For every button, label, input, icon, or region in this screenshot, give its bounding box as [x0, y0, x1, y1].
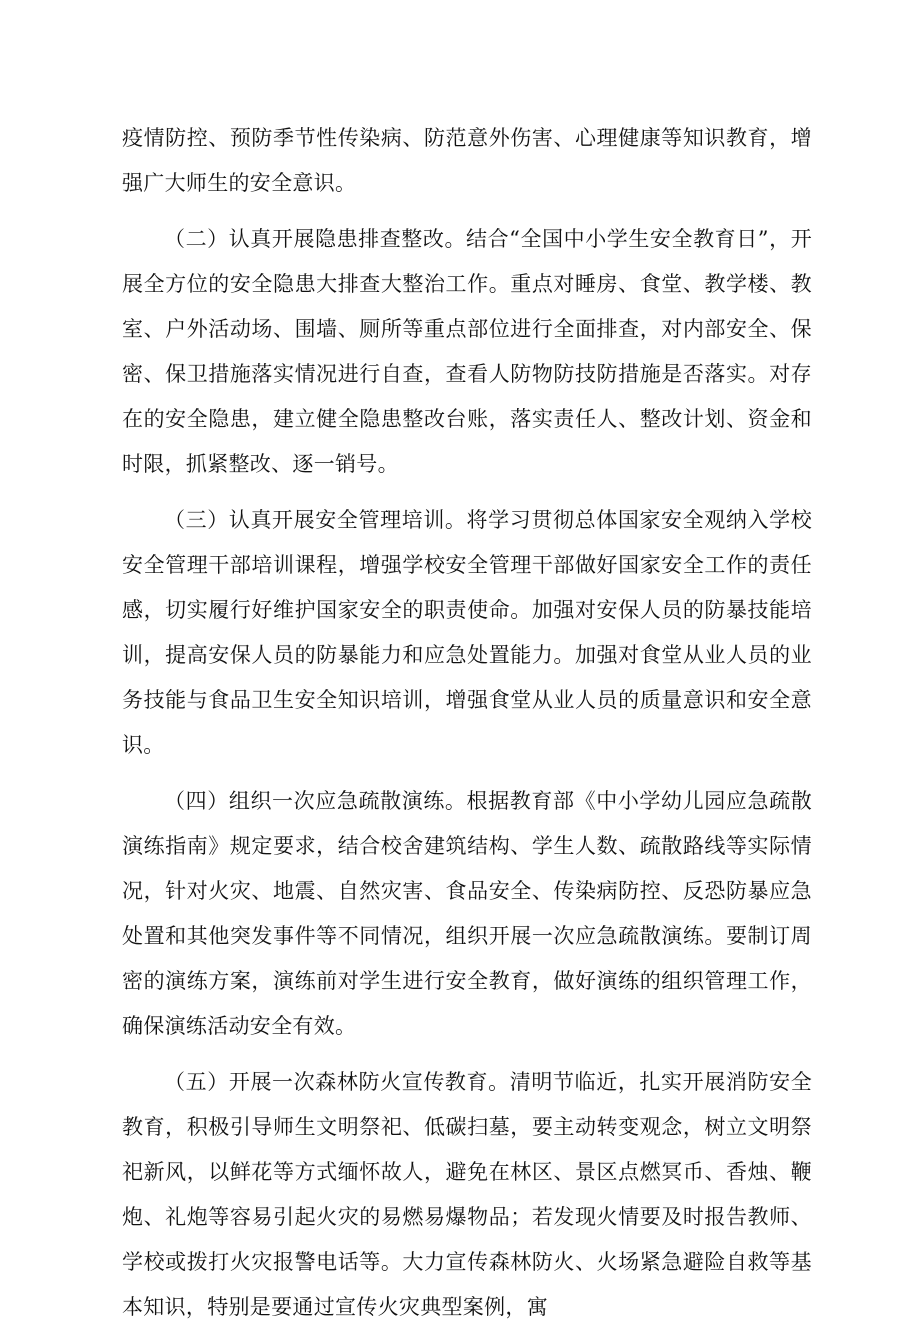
paragraph-hazard-inspection: （二）认真开展隐患排查整改。结合“全国中小学生安全教育日”，开展全方位的安全隐患大排查大整治工作。重点对睡房、食堂、教学楼、教室、户外活动场、围墙、厕所等重点部位进行全面排查，对内部安全、保密、保卫措施落实情况进行自查，查看人防物防技防措施是否落实。对存在的安全隐患，建立健全隐患整改台账，落实责任人、整改计划、资金和时限，抓紧整改、逐一销号。	[122, 227, 812, 476]
paragraph-safety-training: （三）认真开展安全管理培训。将学习贯彻总体国家安全观纳入学校安全管理干部培训课程，增强学校安全管理干部做好国家安全工作的责任感，切实履行好维护国家安全的职责使命。加强对安保人员的防暴技能培训，提高安保人员的防暴能力和应急处置能力。加强对食堂从业人员的业务技能与食品卫生安全知识培训，增强食堂从业人员的质量意识和安全意识。	[122, 508, 812, 757]
document-body	[122, 116, 812, 1330]
paragraph-fire-prevention: （五）开展一次森林防火宣传教育。清明节临近，扎实开展消防安全教育，积极引导师生文明祭祀、低碳扫墓，要主动转变观念，树立文明祭祀新风，以鲜花等方式缅怀故人，避免在林区、景区点燃冥币、香烛、鞭炮、礼炮等容易引起火灾的易燃易爆物品；若发现火情要及时报告教师、学校或拨打火灾报警电话等。大力宣传森林防火、火场紧急避险自救等基本知识，特别是要通过宣传火灾典型案例，寓	[122, 1070, 812, 1319]
paragraph-continuation: 疫情防控、预防季节性传染病、防范意外伤害、心理健康等知识教育，增强广大师生的安全意识。	[122, 126, 812, 195]
paragraph-evacuation-drill: （四）组织一次应急疏散演练。根据教育部《中小学幼儿园应急疏散演练指南》规定要求，结合校舍建筑结构、学生人数、疏散路线等实际情况，针对火灾、地震、自然灾害、食品安全、传染病防控、反恐防暴应急处置和其他突发事件等不同情况，组织开展一次应急疏散演练。要制订周密的演练方案，演练前对学生进行安全教育，做好演练的组织管理工作，确保演练活动安全有效。	[122, 789, 812, 1038]
